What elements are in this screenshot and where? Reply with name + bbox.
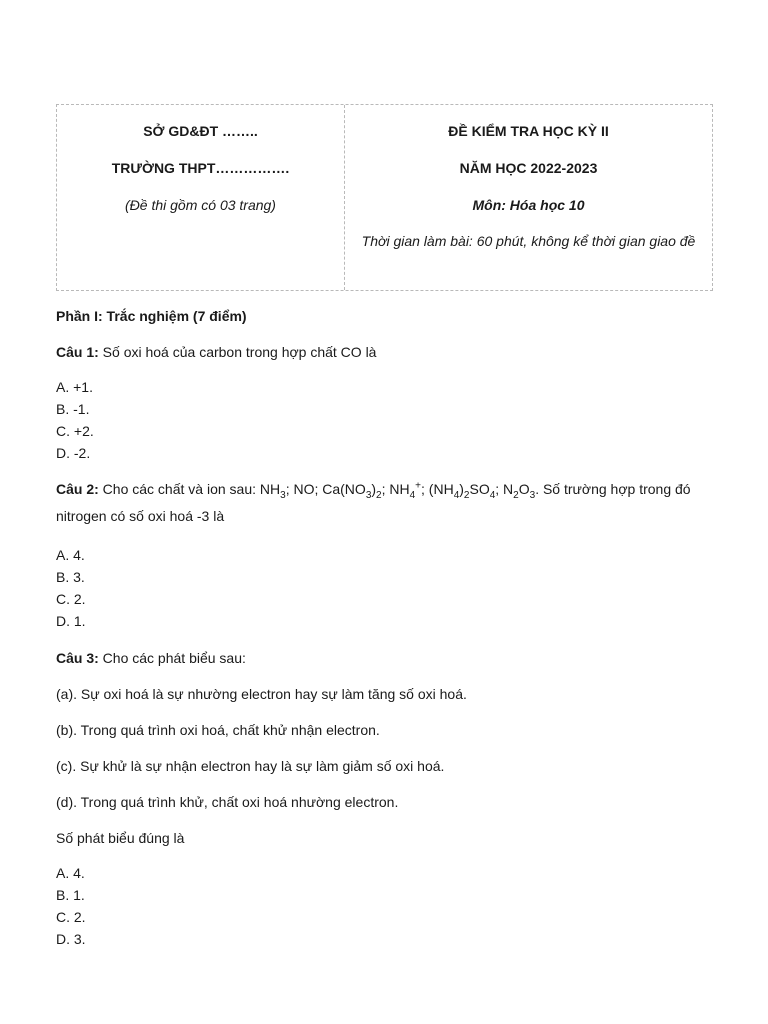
option-c: C. +2. xyxy=(56,423,94,439)
option-d: D. -2. xyxy=(56,445,91,461)
option-c: C. 2. xyxy=(56,909,86,925)
header-left-cell xyxy=(57,105,345,290)
exam-page xyxy=(56,104,713,950)
question-3 xyxy=(56,648,713,668)
formula-subscript: 2 xyxy=(376,489,382,501)
formula-subscript: 2 xyxy=(513,489,519,501)
formula-text: ) xyxy=(371,481,377,497)
formula-text: ; NO; Ca(NO xyxy=(285,481,366,497)
option-a: A. 4. xyxy=(56,547,85,563)
subject-name: Môn: Hóa học 10 xyxy=(472,197,585,213)
option-a: A. +1. xyxy=(56,379,93,395)
formula-subscript: 2 xyxy=(463,489,470,501)
exam-title: ĐỀ KIỂM TRA HỌC KỲ II xyxy=(448,123,609,139)
statement-a: (a). Sự oxi hoá là sự nhường electron hay sự làm tăng số oxi hoá. xyxy=(56,686,467,702)
statement-d: (d). Trong quá trình khử, chất oxi hoá nhường electron. xyxy=(56,794,399,810)
question-2-intro: Cho các chất và ion sau: xyxy=(98,481,260,497)
time-note: Thời gian làm bài: 60 phút, không kể thời gian giao đề xyxy=(361,233,696,249)
question-3-options xyxy=(56,862,713,950)
header-right-cell xyxy=(345,105,712,290)
question-1-label: Câu 1: xyxy=(56,344,99,360)
school-year: NĂM HỌC 2022-2023 xyxy=(459,160,598,176)
pages-note: (Đề thi gồm có 03 trang) xyxy=(125,197,276,213)
school-name: TRƯỜNG THPT……………. xyxy=(111,160,290,176)
statement-b: (b). Trong quá trình oxi hoá, chất khử nhận electron. xyxy=(56,722,380,738)
statement-c: (c). Sự khử là sự nhận electron hay là sự làm giảm số oxi hoá. xyxy=(56,758,445,774)
option-a: A. 4. xyxy=(56,865,85,881)
question-1-text: Số oxi hoá của carbon trong hợp chất CO là xyxy=(98,344,377,360)
formula-text: O xyxy=(518,481,530,497)
question-2-label: Câu 2: xyxy=(56,481,99,497)
option-b: B. 3. xyxy=(56,569,85,585)
formula-subscript: 4 xyxy=(489,489,496,501)
section-title: Phần I: Trắc nghiệm (7 điểm) xyxy=(56,308,247,324)
option-d: D. 1. xyxy=(56,613,86,629)
formula-subscript: 3 xyxy=(365,489,372,501)
question-2-options xyxy=(56,544,713,632)
formula-text: ; N xyxy=(495,481,514,497)
exam-header-table xyxy=(56,104,713,291)
question-3-prompt: Số phát biểu đúng là xyxy=(56,830,185,846)
question-2-tail: . Số trường hợp trong đó nitrogen có số oxi hoá -3 là xyxy=(56,481,691,524)
formula-subscript: 3 xyxy=(529,489,536,501)
question-2 xyxy=(56,476,713,530)
question-3-label: Câu 3: xyxy=(56,650,99,666)
formula-text: NH xyxy=(259,481,281,497)
formula-subscript: 4 xyxy=(409,489,416,501)
question-1 xyxy=(56,342,713,362)
department-name: SỞ GD&ĐT …….. xyxy=(143,123,258,139)
formula-text: ) xyxy=(459,481,464,497)
option-b: B. -1. xyxy=(56,401,90,417)
formula-superscript: + xyxy=(415,480,422,492)
formula-subscript: 3 xyxy=(280,489,286,501)
question-1-options xyxy=(56,376,713,464)
option-d: D. 3. xyxy=(56,931,86,947)
formula-text: SO xyxy=(469,481,490,497)
formula-text: ; NH xyxy=(381,481,410,497)
option-b: B. 1. xyxy=(56,887,85,903)
formula-subscript: 4 xyxy=(453,489,460,501)
formula-text: ; (NH xyxy=(421,481,454,497)
option-c: C. 2. xyxy=(56,591,86,607)
question-3-text: Cho các phát biểu sau: xyxy=(98,650,246,666)
